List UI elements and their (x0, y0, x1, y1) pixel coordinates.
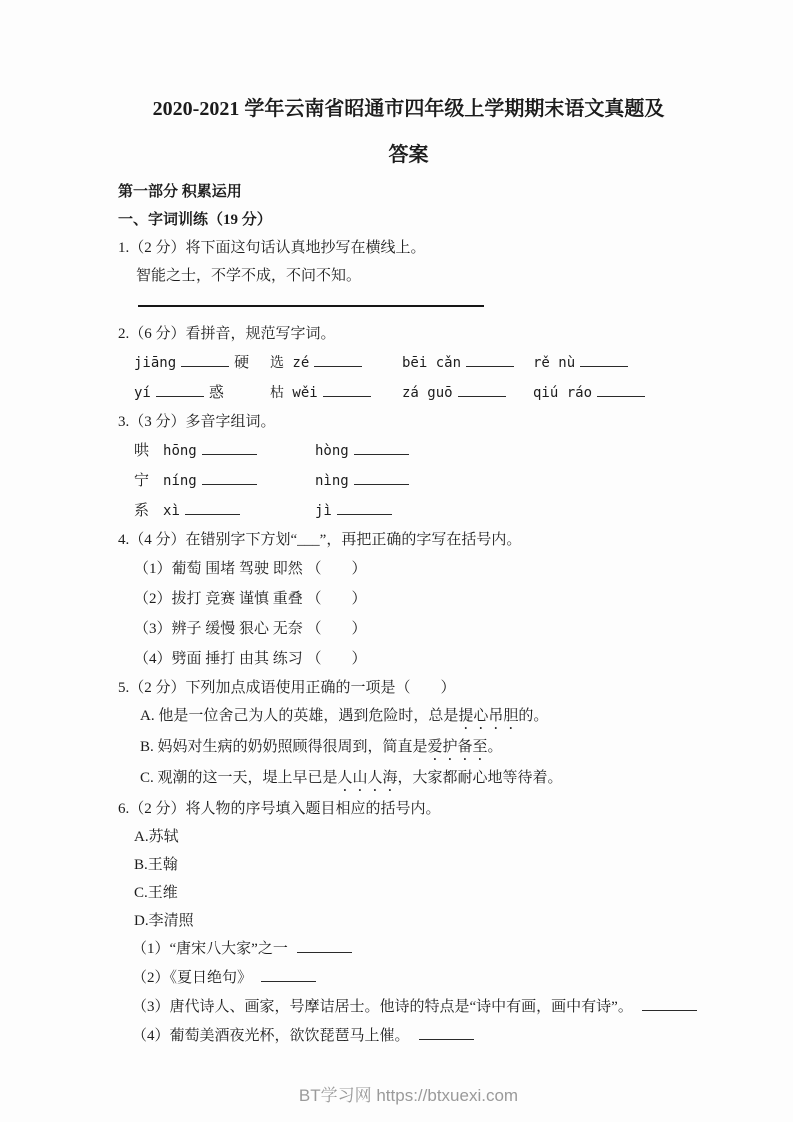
q6-item-2 (118, 964, 699, 993)
answer-blank (466, 354, 514, 367)
q6-item-4 (118, 1022, 699, 1051)
q2-cell-jiang (134, 348, 270, 378)
answer-blank (202, 442, 257, 455)
hanzi-label: 惑 (208, 385, 224, 401)
answer-blank (202, 472, 257, 485)
pinyin-label: nìng (315, 473, 349, 489)
section-heading: 一、字词训练（19 分） (118, 212, 272, 228)
q4-item-1: （1）葡萄 围堵 驾驶 即然 （ ） (134, 561, 367, 577)
q3-row-hong (118, 436, 699, 466)
answer-blank (642, 998, 697, 1011)
pinyin-label: xì (163, 503, 180, 519)
pinyin-label: jiāng (134, 355, 177, 371)
q5-stem: 5.（2 分）下列加点成语使用正确的一项是（ ） (118, 680, 456, 696)
emphasized-idiom: 人山人海 (337, 770, 398, 786)
q2-pinyin-row-1 (118, 348, 699, 378)
polyphone-char: 系 (134, 503, 150, 519)
answer-blank (580, 354, 628, 367)
title-line-1: 2020-2021 学年云南省昭通市四年级上学期期末语文真题及 (152, 98, 665, 120)
item-text: （3）唐代诗人、画家，号摩诘居士。他诗的特点是“诗中有画，画中有诗”。 (132, 999, 633, 1015)
option-text: A. 他是一位舍己为人的英雄，遇到危险时，总是 (140, 708, 459, 724)
document-title (118, 86, 699, 178)
answer-blank (297, 940, 352, 953)
answer-blank (156, 384, 204, 397)
option-text: 的。 (518, 708, 549, 724)
q3-row-xi (118, 496, 699, 526)
q2-cell-beican (402, 348, 533, 378)
q3-stem: 3.（3 分）多音字组词。 (118, 414, 276, 430)
polyphone-left (134, 466, 315, 496)
answer-blank (185, 502, 240, 515)
q4-item-3: （3）辨子 缓慢 狠心 无奈 （ ） (134, 621, 367, 637)
page-footer (118, 1081, 699, 1106)
pinyin-label: bēi cǎn (402, 355, 462, 371)
pinyin-label: zá guō (402, 385, 453, 401)
q1-quote: 智能之士，不学不成，不问不知。 (136, 268, 362, 284)
q5-option-a (118, 702, 699, 733)
polyphone-left (134, 436, 315, 466)
q5-option-b (118, 733, 699, 764)
answer-blank (354, 442, 409, 455)
q2-cell-ze (270, 348, 402, 378)
q6-person-a: A.苏轼 (134, 829, 179, 845)
q2-stem: 2.（6 分）看拼音，规范写字词。 (118, 326, 336, 342)
option-text: 。 (487, 739, 503, 755)
hanzi-label: 硬 (234, 355, 250, 371)
answer-blank (323, 384, 371, 397)
answer-blank (337, 502, 392, 515)
answer-blank (181, 354, 229, 367)
polyphone-left (134, 496, 315, 526)
pinyin-label: hōng (163, 443, 197, 459)
q2-cell-wei (270, 378, 402, 408)
q6-item-3 (118, 993, 699, 1022)
pinyin-label: yí (134, 385, 151, 401)
pinyin-label: 选 zé (270, 355, 310, 371)
answer-blank (419, 1027, 474, 1040)
q4-item-4: （4）劈面 捶打 由其 练习 （ ） (134, 651, 367, 667)
polyphone-char: 宁 (134, 473, 150, 489)
polyphone-char: 哄 (134, 443, 150, 459)
q6-person-d: D.李清照 (134, 913, 194, 929)
title-line-2: 答案 (388, 144, 429, 166)
answer-blank (261, 969, 316, 982)
answer-blank (314, 354, 362, 367)
pinyin-label: jì (315, 503, 332, 519)
q2-cell-zaguo (402, 378, 533, 408)
pinyin-label: qiú ráo (533, 385, 593, 401)
q2-pinyin-row-2 (118, 378, 699, 408)
option-text: ，大家都耐心地等待着。 (397, 770, 563, 786)
q4-item-2: （2）拔打 竞赛 谨慎 重叠 （ ） (134, 591, 367, 607)
item-text: （2）《夏日绝句》 (132, 970, 253, 986)
q6-stem: 6.（2 分）将人物的序号填入题目相应的括号内。 (118, 801, 441, 817)
emphasized-idiom: 提心吊胆 (458, 708, 519, 724)
pinyin-label: 枯 wěi (270, 385, 318, 401)
q3-row-ning (118, 466, 699, 496)
emphasized-idiom: 爱护备至 (427, 739, 488, 755)
q6-person-b: B.王翰 (134, 857, 178, 873)
option-text: B. 妈妈对生病的奶奶照顾得很周到，简直是 (140, 739, 428, 755)
q1-stem: 1.（2 分）将下面这句话认真地抄写在横线上。 (118, 240, 426, 256)
pinyin-label: hòng (315, 443, 349, 459)
answer-blank (354, 472, 409, 485)
q1-write-line (138, 305, 484, 307)
item-text: （4）葡萄美酒夜光杯，欲饮琵琶马上催。 (132, 1028, 410, 1044)
q2-cell-qiurao (533, 378, 699, 408)
polyphone-right (315, 466, 414, 496)
q4-stem: 4.（4 分）在错别字下方划“___”，再把正确的字写在括号内。 (118, 532, 522, 548)
polyphone-right (315, 496, 397, 526)
option-text: C. 观潮的这一天，堤上早已是 (140, 770, 338, 786)
pinyin-label: rě nù (533, 355, 576, 371)
q5-option-c (118, 764, 699, 795)
q2-cell-yi (134, 378, 270, 408)
q6-person-c: C.王维 (134, 885, 178, 901)
answer-blank (458, 384, 506, 397)
part-heading: 第一部分 积累运用 (118, 184, 242, 200)
pinyin-label: níng (163, 473, 197, 489)
polyphone-right (315, 436, 414, 466)
q6-item-1 (118, 935, 699, 964)
footer-link[interactable]: BT学习网 https://btxuexi.com (298, 1086, 519, 1105)
answer-blank (597, 384, 645, 397)
q2-cell-renu (533, 348, 699, 378)
item-text: （1）“唐宋八大家”之一 (132, 941, 288, 957)
